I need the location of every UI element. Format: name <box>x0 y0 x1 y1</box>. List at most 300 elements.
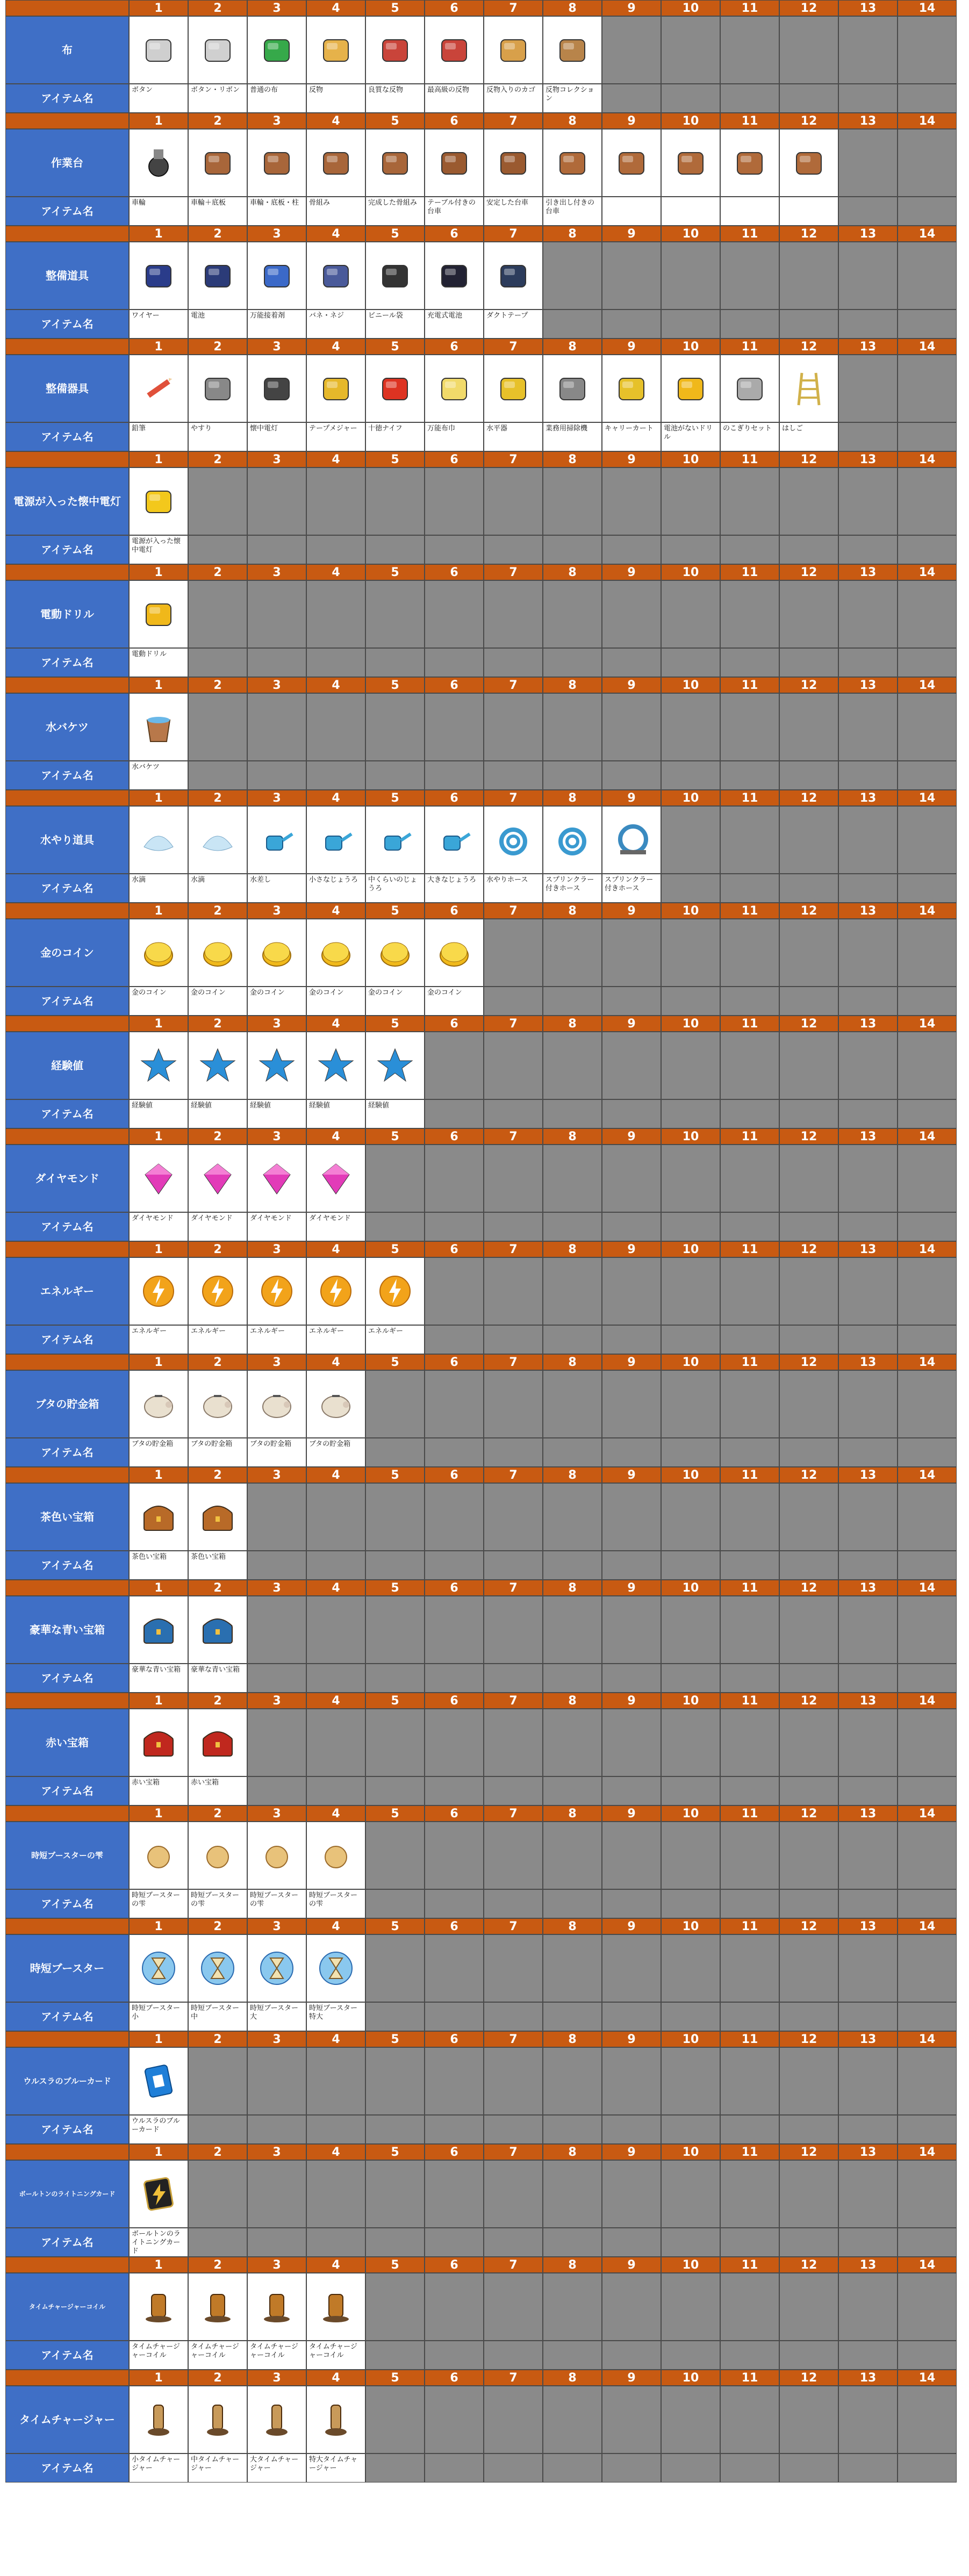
column-number: 8 <box>543 0 602 16</box>
empty-cell <box>898 987 957 1016</box>
empty-cell <box>720 16 779 84</box>
energy-icon <box>316 1271 356 1311</box>
column-number: 14 <box>898 903 957 919</box>
column-number: 5 <box>365 1580 425 1596</box>
column-number: 1 <box>129 1693 188 1709</box>
empty-cell <box>779 467 838 535</box>
column-number: 12 <box>779 113 838 129</box>
column-number: 2 <box>188 451 247 467</box>
column-number: 7 <box>484 1580 543 1596</box>
column-number: 2 <box>188 1241 247 1257</box>
item-name-cell: 時短ブースター中 <box>188 2002 247 2031</box>
empty-cell <box>602 1596 661 1664</box>
column-number: 9 <box>602 339 661 355</box>
column-number: 14 <box>898 1580 957 1596</box>
category-label: 作業台 <box>5 129 129 197</box>
empty-cell <box>543 2160 602 2228</box>
column-number: 4 <box>306 1128 365 1145</box>
column-number: 13 <box>838 451 898 467</box>
empty-cell <box>602 1483 661 1551</box>
item-name-label: アイテム名 <box>5 535 129 564</box>
empty-cell <box>779 2160 838 2228</box>
column-number: 2 <box>188 2144 247 2160</box>
empty-cell <box>484 1032 543 1099</box>
item-name-cell: ボタン・リボン <box>188 84 247 113</box>
item-name-cell: ブタの貯金箱 <box>247 1438 306 1467</box>
column-number: 2 <box>188 790 247 806</box>
column-number: 14 <box>898 1467 957 1483</box>
empty-cell <box>661 987 720 1016</box>
column-number: 1 <box>129 2144 188 2160</box>
column-number: 8 <box>543 1128 602 1145</box>
droplet-icon <box>198 820 238 860</box>
item-name-cell: ワイヤー <box>129 310 188 339</box>
column-number-row <box>5 1467 962 1483</box>
column-number: 9 <box>602 0 661 16</box>
item-image-cell <box>129 2047 188 2115</box>
empty-cell <box>425 1822 484 1889</box>
empty-cell <box>898 1934 957 2002</box>
column-number: 8 <box>543 339 602 355</box>
empty-cell <box>661 1889 720 1918</box>
column-number: 13 <box>838 2257 898 2273</box>
coin-icon <box>375 933 415 973</box>
empty-cell <box>602 1709 661 1776</box>
column-number: 2 <box>188 226 247 242</box>
empty-cell <box>602 1325 661 1354</box>
empty-cell <box>543 1483 602 1551</box>
empty-cell <box>838 2273 898 2341</box>
column-number: 13 <box>838 0 898 16</box>
empty-cell <box>838 2453 898 2483</box>
empty-cell <box>779 806 838 874</box>
item-image-cell <box>129 1257 188 1325</box>
empty-cell <box>188 761 247 790</box>
header-corner-cell <box>5 1467 129 1483</box>
workbench-icon <box>730 143 770 183</box>
empty-cell <box>720 2453 779 2483</box>
column-number: 9 <box>602 113 661 129</box>
empty-cell <box>425 1370 484 1438</box>
empty-cell <box>425 2453 484 2483</box>
piggy-bank-icon <box>139 1384 178 1424</box>
item-name-row <box>129 535 957 564</box>
item-name-cell: 中くらいのじょうろ <box>365 874 425 903</box>
empty-cell <box>661 761 720 790</box>
drill-icon <box>671 369 710 408</box>
item-image-cell <box>306 806 365 874</box>
column-number-row <box>5 1580 962 1596</box>
item-name-cell <box>602 197 661 226</box>
column-number: 4 <box>306 1693 365 1709</box>
column-number: 5 <box>365 1354 425 1370</box>
item-image-row <box>129 580 957 648</box>
item-name-cell: 水平器 <box>484 422 543 451</box>
empty-cell <box>779 919 838 987</box>
empty-cell <box>602 693 661 761</box>
empty-cell <box>425 580 484 648</box>
coin-icon <box>434 933 474 973</box>
frame-icon <box>375 143 415 183</box>
item-name-cell: テープメジャー <box>306 422 365 451</box>
empty-cell <box>838 1370 898 1438</box>
empty-cell <box>602 1438 661 1467</box>
column-number: 8 <box>543 2257 602 2273</box>
column-number: 9 <box>602 1467 661 1483</box>
category-label: 経験値 <box>5 1032 129 1099</box>
empty-cell <box>188 648 247 677</box>
empty-cell <box>425 1709 484 1776</box>
item-name-row <box>129 1889 957 1918</box>
empty-cell <box>720 1257 779 1325</box>
item-name-row <box>129 197 957 226</box>
column-number: 1 <box>129 903 188 919</box>
item-image-cell <box>365 919 425 987</box>
item-image-cell <box>365 355 425 422</box>
empty-cell <box>188 2047 247 2115</box>
column-number: 1 <box>129 2370 188 2386</box>
cloth-roll-icon <box>257 30 297 70</box>
item-name-cell: 反物入りのカゴ <box>484 84 543 113</box>
column-number: 14 <box>898 226 957 242</box>
empty-cell <box>365 2273 425 2341</box>
empty-cell <box>661 84 720 113</box>
empty-cell <box>898 1596 957 1664</box>
column-number: 4 <box>306 564 365 580</box>
item-name-cell: ウルスラのブルーカード <box>129 2115 188 2144</box>
column-number: 4 <box>306 1354 365 1370</box>
column-number: 2 <box>188 2370 247 2386</box>
empty-cell <box>661 242 720 310</box>
column-number: 9 <box>602 1128 661 1145</box>
empty-cell <box>898 1212 957 1241</box>
column-number: 10 <box>661 1918 720 1934</box>
wheel-icon <box>139 143 178 183</box>
empty-cell <box>484 1099 543 1128</box>
column-number: 12 <box>779 1693 838 1709</box>
column-number: 1 <box>129 790 188 806</box>
column-number: 6 <box>425 903 484 919</box>
empty-cell <box>425 761 484 790</box>
item-name-row <box>129 1438 957 1467</box>
header-corner-cell <box>5 564 129 580</box>
column-number: 3 <box>247 677 306 693</box>
category-label: ブタの貯金箱 <box>5 1370 129 1438</box>
item-name-cell: キャリーカート <box>602 422 661 451</box>
category-label: 時短ブースターの雫 <box>5 1822 129 1889</box>
column-number: 3 <box>247 113 306 129</box>
item-image-cell <box>247 1370 306 1438</box>
column-number: 6 <box>425 2257 484 2273</box>
category-block <box>5 1241 962 1354</box>
column-number: 5 <box>365 1128 425 1145</box>
header-corner-cell <box>5 226 129 242</box>
item-image-row <box>129 2273 957 2341</box>
empty-cell <box>838 355 898 422</box>
item-image-cell <box>365 806 425 874</box>
hose-reel-icon <box>612 820 651 860</box>
empty-cell <box>425 1551 484 1580</box>
item-name-cell: 最高級の反物 <box>425 84 484 113</box>
column-number: 2 <box>188 1580 247 1596</box>
item-name-cell: 豪華な青い宝箱 <box>188 1664 247 1693</box>
item-image-cell <box>129 1596 188 1664</box>
column-number: 4 <box>306 1467 365 1483</box>
column-number: 9 <box>602 1354 661 1370</box>
empty-cell <box>838 1145 898 1212</box>
empty-cell <box>365 1145 425 1212</box>
column-number: 14 <box>898 2370 957 2386</box>
category-block <box>5 1354 962 1467</box>
column-number: 6 <box>425 113 484 129</box>
item-name-label: アイテム名 <box>5 1099 129 1128</box>
empty-cell <box>838 2047 898 2115</box>
item-name-cell: ボールトンのライトニングカード <box>129 2228 188 2257</box>
ladder-icon <box>789 369 829 408</box>
empty-cell <box>779 1551 838 1580</box>
file-tool-icon <box>198 369 238 408</box>
empty-cell <box>661 1596 720 1664</box>
column-number: 7 <box>484 2370 543 2386</box>
column-number: 9 <box>602 451 661 467</box>
category-block <box>5 2370 962 2483</box>
item-image-row <box>129 1145 957 1212</box>
item-name-cell: 鉛筆 <box>129 422 188 451</box>
empty-cell <box>365 467 425 535</box>
column-number: 4 <box>306 677 365 693</box>
empty-cell <box>365 2341 425 2370</box>
empty-cell <box>188 535 247 564</box>
hourglass-icon <box>316 1948 356 1988</box>
column-number: 7 <box>484 564 543 580</box>
empty-cell <box>838 761 898 790</box>
empty-cell <box>898 2115 957 2144</box>
empty-cell <box>898 1889 957 1918</box>
empty-cell <box>838 242 898 310</box>
empty-cell <box>838 919 898 987</box>
item-name-cell: 車輪＋底板 <box>188 197 247 226</box>
category-block <box>5 2257 962 2370</box>
empty-cell <box>898 242 957 310</box>
empty-cell <box>365 1483 425 1551</box>
item-name-cell: 茶色い宝箱 <box>188 1551 247 1580</box>
column-number: 10 <box>661 1805 720 1822</box>
empty-cell <box>543 535 602 564</box>
fabric-bundle-icon <box>375 30 415 70</box>
category-label: 金のコイン <box>5 919 129 987</box>
column-number: 2 <box>188 1016 247 1032</box>
header-corner-cell <box>5 2370 129 2386</box>
item-image-cell <box>129 242 188 310</box>
empty-cell <box>898 2386 957 2453</box>
column-number: 2 <box>188 564 247 580</box>
item-name-cell <box>779 197 838 226</box>
header-corner-cell <box>5 1241 129 1257</box>
empty-cell <box>661 1483 720 1551</box>
column-number: 10 <box>661 1580 720 1596</box>
empty-cell <box>838 16 898 84</box>
empty-cell <box>247 2047 306 2115</box>
empty-cell <box>543 1212 602 1241</box>
column-number: 3 <box>247 1128 306 1145</box>
energy-icon <box>257 1271 297 1311</box>
empty-cell <box>484 1664 543 1693</box>
item-name-cell: バネ・ネジ <box>306 310 365 339</box>
empty-cell <box>898 422 957 451</box>
star-icon <box>257 1046 297 1085</box>
column-number: 10 <box>661 339 720 355</box>
empty-cell <box>779 16 838 84</box>
item-name-label: アイテム名 <box>5 1212 129 1241</box>
empty-cell <box>720 648 779 677</box>
piggy-bank-icon <box>316 1384 356 1424</box>
empty-cell <box>779 1596 838 1664</box>
category-block <box>5 677 962 790</box>
charger-icon <box>257 2400 297 2440</box>
column-number: 4 <box>306 1580 365 1596</box>
empty-cell <box>425 2228 484 2257</box>
empty-cell <box>425 2047 484 2115</box>
column-number: 7 <box>484 113 543 129</box>
category-block <box>5 1693 962 1805</box>
charger-icon <box>198 2400 238 2440</box>
workbench-icon <box>789 143 829 183</box>
column-number: 1 <box>129 677 188 693</box>
item-image-row <box>129 2386 957 2453</box>
empty-cell <box>484 1934 543 2002</box>
empty-cell <box>661 806 720 874</box>
item-name-cell: 金のコイン <box>306 987 365 1016</box>
empty-cell <box>661 2273 720 2341</box>
empty-cell <box>602 310 661 339</box>
item-name-cell: タイムチャージャーコイル <box>306 2341 365 2370</box>
empty-cell <box>720 2273 779 2341</box>
column-number: 11 <box>720 1467 779 1483</box>
empty-cell <box>484 919 543 987</box>
column-number: 3 <box>247 1016 306 1032</box>
empty-cell <box>779 310 838 339</box>
category-block <box>5 0 962 113</box>
empty-cell <box>898 1483 957 1551</box>
item-name-cell: 十徳ナイフ <box>365 422 425 451</box>
item-name-cell: 茶色い宝箱 <box>129 1551 188 1580</box>
column-number: 7 <box>484 1354 543 1370</box>
item-image-cell <box>129 1709 188 1776</box>
column-number: 7 <box>484 1016 543 1032</box>
item-image-cell <box>425 129 484 197</box>
item-name-label: アイテム名 <box>5 874 129 903</box>
column-number: 14 <box>898 1016 957 1032</box>
column-number: 1 <box>129 1918 188 1934</box>
empty-cell <box>661 1934 720 2002</box>
column-number: 12 <box>779 2144 838 2160</box>
column-number: 11 <box>720 790 779 806</box>
category-label: 水バケツ <box>5 693 129 761</box>
category-block <box>5 1128 962 1241</box>
empty-cell <box>838 987 898 1016</box>
board-icon <box>198 143 238 183</box>
column-number-row <box>5 0 962 16</box>
empty-cell <box>543 1709 602 1776</box>
column-number: 4 <box>306 903 365 919</box>
empty-cell <box>425 1596 484 1664</box>
empty-cell <box>602 987 661 1016</box>
column-number: 2 <box>188 113 247 129</box>
empty-cell <box>425 693 484 761</box>
item-image-row <box>129 919 957 987</box>
empty-cell <box>247 761 306 790</box>
screw-icon <box>316 256 356 296</box>
empty-cell <box>365 1776 425 1805</box>
item-image-cell <box>188 16 247 84</box>
column-number: 1 <box>129 1128 188 1145</box>
item-name-cell: ダイヤモンド <box>306 1212 365 1241</box>
column-number-row <box>5 2144 962 2160</box>
empty-cell <box>484 1370 543 1438</box>
column-number: 13 <box>838 1693 898 1709</box>
empty-cell <box>779 1099 838 1128</box>
column-number: 6 <box>425 451 484 467</box>
empty-cell <box>602 2047 661 2115</box>
item-image-cell <box>306 1370 365 1438</box>
column-number: 10 <box>661 903 720 919</box>
empty-cell <box>720 1032 779 1099</box>
empty-cell <box>898 129 957 197</box>
column-number: 7 <box>484 0 543 16</box>
empty-cell <box>188 580 247 648</box>
column-number: 5 <box>365 2257 425 2273</box>
item-name-cell: 電池 <box>188 310 247 339</box>
empty-cell <box>838 693 898 761</box>
empty-cell <box>188 2115 247 2144</box>
empty-cell <box>484 761 543 790</box>
empty-cell <box>720 2047 779 2115</box>
category-label: 電動ドリル <box>5 580 129 648</box>
empty-cell <box>779 1032 838 1099</box>
column-number: 6 <box>425 1467 484 1483</box>
empty-cell <box>720 1709 779 1776</box>
column-number: 4 <box>306 339 365 355</box>
column-number: 11 <box>720 1805 779 1822</box>
empty-cell <box>779 1483 838 1551</box>
empty-cell <box>247 648 306 677</box>
empty-cell <box>484 1145 543 1212</box>
item-image-cell <box>779 355 838 422</box>
header-corner-cell <box>5 1354 129 1370</box>
item-name-cell: エネルギー <box>365 1325 425 1354</box>
category-block <box>5 113 962 226</box>
empty-cell <box>720 242 779 310</box>
column-number: 12 <box>779 2370 838 2386</box>
column-number: 7 <box>484 226 543 242</box>
column-number-row <box>5 1241 962 1257</box>
empty-cell <box>838 1099 898 1128</box>
empty-cell <box>602 2115 661 2144</box>
column-number-row <box>5 903 962 919</box>
item-image-cell <box>129 1032 188 1099</box>
column-number: 8 <box>543 1580 602 1596</box>
item-name-cell <box>720 197 779 226</box>
column-number: 1 <box>129 0 188 16</box>
column-number: 8 <box>543 1918 602 1934</box>
item-image-cell <box>306 242 365 310</box>
empty-cell <box>720 535 779 564</box>
bag-icon <box>375 256 415 296</box>
category-block <box>5 339 962 451</box>
empty-cell <box>247 467 306 535</box>
empty-cell <box>661 1709 720 1776</box>
empty-cell <box>247 1776 306 1805</box>
